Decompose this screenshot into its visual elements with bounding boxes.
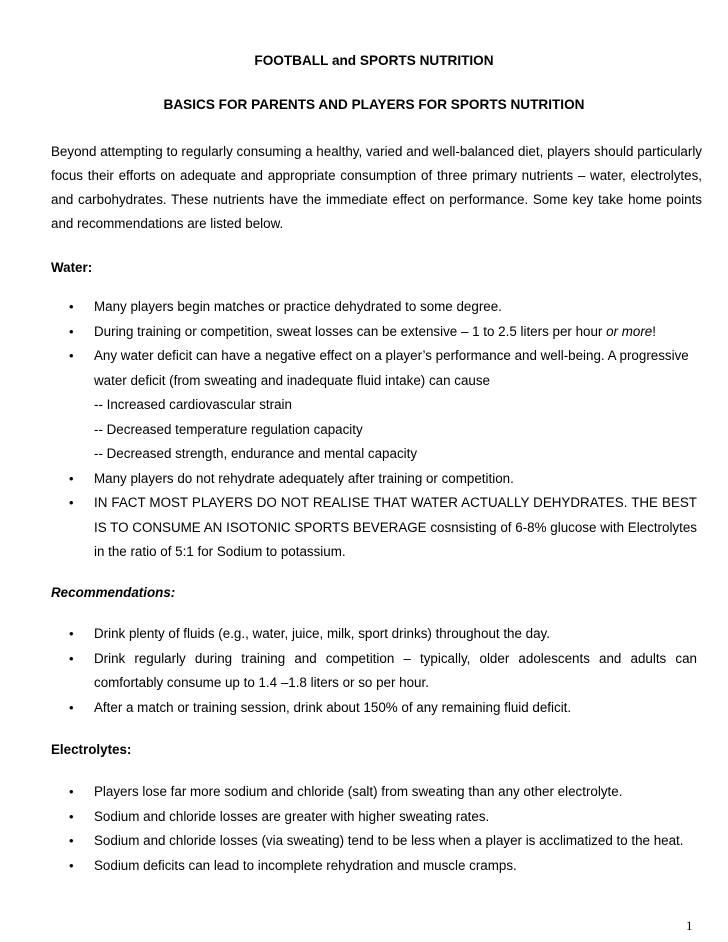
water-list bbox=[0, 295, 728, 565]
list-item: • Drink regularly during training and competition – typically, older adolescents and adults can comfortably consume up to 1.4 –1.8 liters or so per hour. bbox=[0, 647, 697, 696]
sub-item: -- Decreased temperature regulation capacity bbox=[94, 421, 363, 437]
list-item: • After a match or training session, drink about 150% of any remaining fluid deficit. bbox=[0, 696, 697, 721]
recommendations-list bbox=[0, 622, 728, 720]
recommendations-heading: Recommendations: bbox=[51, 585, 176, 600]
electrolytes-heading: Electrolytes: bbox=[51, 742, 132, 757]
list-item: • Players lose far more sodium and chloride (salt) from sweating than any other electrolyte. bbox=[0, 780, 697, 805]
emphasis-text: or more bbox=[606, 323, 653, 339]
bullet-icon: • bbox=[69, 808, 74, 824]
list-item: • Many players do not rehydrate adequately after training or competition. bbox=[0, 467, 697, 492]
sub-item: -- Decreased strength, endurance and mental capacity bbox=[94, 446, 418, 461]
bullet-icon: • bbox=[69, 650, 74, 666]
list-item: • Any water deficit can have a negative effect on a player’s performance and well-being. A progressive water deficit (from sweating and inadequate fluid intake) can cause -- Increased cardiovascular strain -- Decreased temperature regulation capacity -- Decreased strength, endurance and mental capacity bbox=[0, 344, 697, 467]
list-item: • During training or competition, sweat losses can be extensive – 1 to 2.5 liters per hour or more! bbox=[0, 320, 697, 345]
water-heading: Water: bbox=[51, 260, 93, 275]
intro-paragraph: Beyond attempting to regularly consuming a healthy, varied and well-balanced diet, players should particularly focus their efforts on adequate and appropriate consumption of three primary nutrients – water, electrolytes, and carbohydrates. These nutrients have the immediate effect on performance. Some key take home points and recommendations are listed below. bbox=[51, 144, 702, 231]
bullet-icon: • bbox=[69, 470, 74, 486]
list-item: • IN FACT MOST PLAYERS DO NOT REALISE THAT WATER ACTUALLY DEHYDRATES. THE BEST IS TO CONSUME AN ISOTONIC SPORTS BEVERAGE cosnsisting of 6-8% glucose with Electrolytes in the ratio of 5:1 for Sodium to potassium. bbox=[0, 491, 697, 565]
bullet-icon: • bbox=[69, 699, 74, 715]
bullet-icon: • bbox=[69, 495, 74, 510]
sub-item: -- Increased cardiovascular strain bbox=[94, 397, 292, 412]
list-item: • Sodium deficits can lead to incomplete rehydration and muscle cramps. bbox=[0, 854, 697, 879]
list-item: • Drink plenty of fluids (e.g., water, juice, milk, sport drinks) throughout the day. bbox=[0, 622, 697, 647]
page-number: 1 bbox=[686, 918, 693, 933]
list-item: • Sodium and chloride losses (via sweating) tend to be less when a player is acclimatized to the heat. bbox=[0, 829, 697, 854]
electrolytes-list bbox=[0, 780, 728, 878]
bullet-icon: • bbox=[69, 626, 74, 641]
bullet-icon: • bbox=[69, 323, 74, 339]
document-subtitle: BASICS FOR PARENTS AND PLAYERS FOR SPORTS NUTRITION bbox=[163, 97, 585, 112]
bullet-icon: • bbox=[69, 348, 74, 363]
bullet-icon: • bbox=[69, 299, 74, 314]
list-item: • Many players begin matches or practice dehydrated to some degree. bbox=[0, 295, 697, 320]
bullet-icon: • bbox=[69, 857, 74, 873]
bullet-icon: • bbox=[69, 833, 74, 848]
list-item: • Sodium and chloride losses are greater with higher sweating rates. bbox=[0, 805, 697, 830]
document-title: FOOTBALL and SPORTS NUTRITION bbox=[254, 53, 494, 68]
bullet-icon: • bbox=[69, 784, 74, 799]
